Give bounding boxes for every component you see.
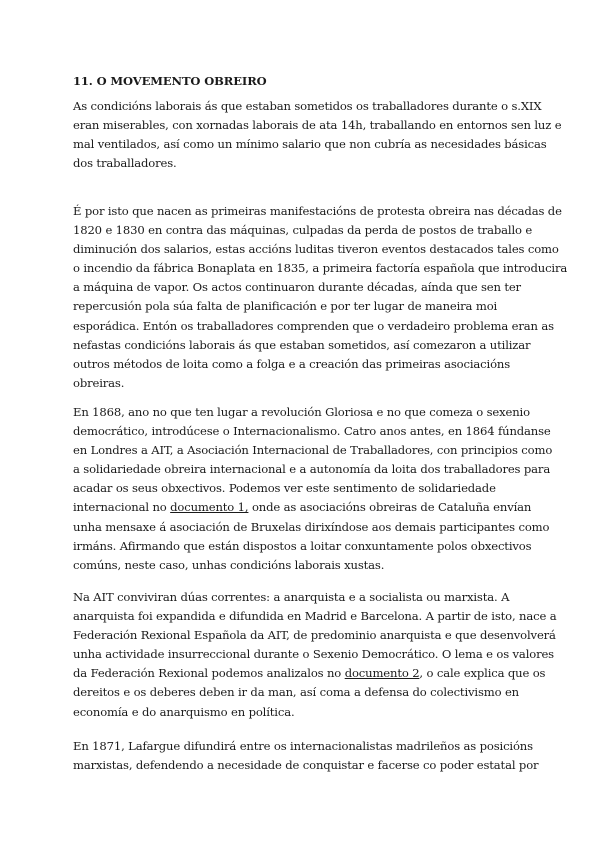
text-segment: , o cale explica que os [419, 666, 546, 681]
text-segment: eran miserables, con xornadas laborais de ata 14h, traballando en entornos sen luz e [73, 118, 562, 133]
text-line [73, 479, 543, 498]
section-heading: 11. O MOVEMENTO OBREIRO [73, 74, 267, 88]
paragraph-1 [73, 97, 562, 173]
document-1-link[interactable]: documento 1, [170, 500, 249, 515]
text-segment: da Federación Rexional podemos analizalos no [73, 666, 345, 681]
text-line [73, 278, 543, 297]
text-segment: unha actividade insurreccional durante o Sexenio Democrático. O lema e os valores [73, 647, 554, 662]
text-segment: unha mensaxe á asociación de Bruxelas dirixíndose aos demais participantes como [73, 519, 550, 534]
text-line [73, 518, 550, 537]
text-line [73, 737, 543, 756]
text-line [73, 441, 553, 460]
text-segment: diminución dos salarios, estas accións luditas tiveron eventos destacados tales como [73, 242, 559, 257]
text-segment: esporádica. Entón os traballadores comprenden que o verdadeiro problema eran as [73, 318, 554, 333]
text-line [73, 317, 554, 336]
text-line [73, 460, 551, 479]
text-segment: anarquista foi expandida e difundida en Madrid e Barcelona. A partir de isto, nace a [73, 609, 557, 624]
text-segment: o incendio da fábrica Bonaplata en 1835, a primeira factoría española que introducira [73, 261, 568, 276]
text-segment: comúns, neste caso, unhas condicións laborais xustas. [73, 557, 385, 572]
paragraph-5 [73, 737, 543, 775]
text-line [73, 135, 547, 154]
text-segment: internacional no [73, 500, 171, 515]
text-line [73, 154, 543, 173]
text-line [73, 336, 543, 355]
text-line [73, 259, 568, 278]
text-segment: Na AIT conviviran dúas correntes: a anarquista e a socialista ou marxista. A [73, 590, 510, 604]
text-segment: economía e do anarquismo en política. [73, 704, 295, 719]
text-line [73, 374, 543, 393]
text-segment: mal ventilados, así como un mínimo salario que non cubría as necesidades básicas [73, 137, 547, 152]
text-line [73, 588, 543, 607]
text-segment: En 1868, ano no que ten lugar a revolución Gloriosa e no que comeza o sexenio [73, 405, 530, 419]
text-line [73, 556, 543, 575]
text-segment: repercusión pola súa falta de planificación e por ter lugar de maneira moi [73, 299, 498, 314]
text-line [73, 664, 546, 683]
text-line [73, 645, 554, 664]
text-line [73, 607, 557, 626]
text-line [73, 355, 543, 374]
text-line [73, 240, 559, 259]
text-segment: outros métodos de loita como a folga e a creación das primeiras asociacións [73, 356, 511, 371]
text-line [73, 683, 543, 702]
text-line [73, 422, 551, 441]
text-line [73, 297, 543, 316]
text-segment: a solidariedade obreira internacional e a autonomía da loita dos traballadores para [73, 462, 551, 477]
paragraph-2 [73, 202, 568, 393]
text-segment: As condicións laborais ás que estaban sometidos os traballadores durante o s.XIX [73, 99, 542, 113]
text-segment: En 1871, Lafargue difundirá entre os internacionalistas madrileños as posicións [73, 739, 533, 753]
text-line [73, 221, 543, 240]
text-line [73, 202, 562, 221]
text-line [73, 703, 543, 722]
text-segment: acadar os seus obxectivos. Podemos ver este sentimento de solidariedade [73, 481, 496, 496]
text-line [73, 403, 543, 422]
paragraph-3 [73, 403, 553, 575]
text-segment: obreiras. [73, 375, 125, 390]
text-segment: dos traballadores. [73, 156, 177, 171]
paragraph-4 [73, 588, 557, 722]
text-line [73, 537, 543, 556]
text-line [73, 97, 543, 116]
text-line [73, 626, 556, 645]
text-segment: Federación Rexional Española da AIT, de predominio anarquista e que desenvolverá [73, 628, 556, 643]
text-line [73, 498, 543, 517]
text-segment: a máquina de vapor. Os actos continuaron durante décadas, aínda que sen ter [73, 280, 521, 295]
text-segment: onde as asociacións obreiras de Cataluña envían [248, 500, 532, 515]
text-segment: marxistas, defendendo a necesidade de conquistar e facerse co poder estatal por [73, 758, 539, 773]
text-segment: democrático, introdúcese o Internacionalismo. Catro anos antes, en 1864 fúndanse [73, 424, 551, 439]
text-line [73, 116, 562, 135]
text-line [73, 756, 543, 775]
document-2-link[interactable]: documento 2 [344, 666, 420, 681]
text-segment: en Londres a AIT, a Asociación Internacional de Traballadores, con principios como [73, 443, 553, 458]
text-segment: nefastas condicións laborais ás que estaban sometidos, así comezaron a utilizar [73, 337, 531, 352]
text-segment: 1820 e 1830 en contra das máquinas, culpadas da perda de postos de traballo e [73, 223, 533, 238]
text-segment: irmáns. Afirmando que están dispostos a loitar conxuntamente polos obxectivos [73, 538, 532, 553]
text-segment: dereitos e os deberes deben ir da man, así coma a defensa do colectivismo en [73, 685, 519, 700]
text-segment: É por isto que nacen as primeiras manifestacións de protesta obreira nas décadas de [73, 204, 562, 218]
